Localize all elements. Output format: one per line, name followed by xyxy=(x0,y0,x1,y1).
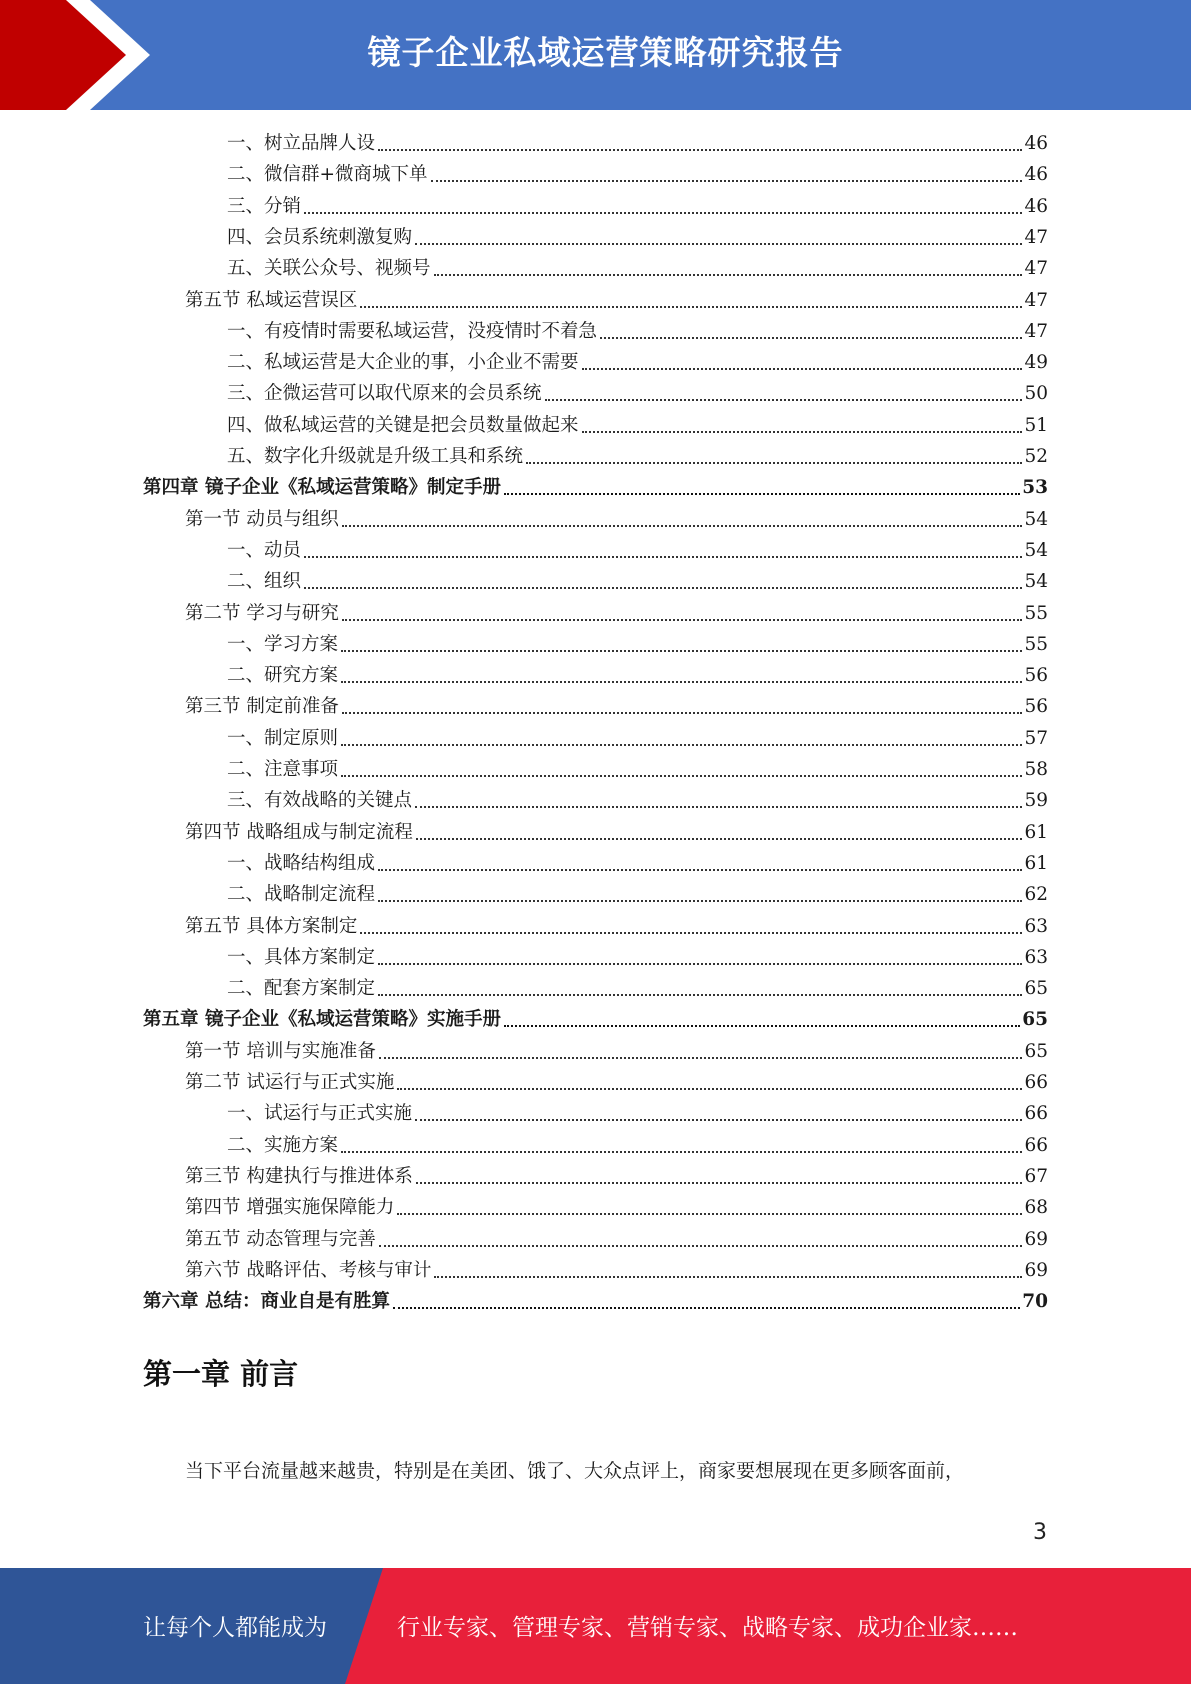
toc-entry-page: 55 xyxy=(1024,633,1048,655)
toc-dot-leader xyxy=(378,963,1022,965)
toc-entry-label: 二、微信群+微商城下单 xyxy=(227,164,428,186)
toc-entry-label: 二、配套方案制定 xyxy=(227,978,376,1000)
toc-entry[interactable] xyxy=(227,629,1048,660)
toc-entry-page: 65 xyxy=(1024,978,1048,1000)
toc-dot-leader xyxy=(600,337,1022,339)
toc-entry[interactable] xyxy=(227,660,1048,691)
toc-entry[interactable] xyxy=(227,222,1048,253)
toc-dot-leader xyxy=(545,399,1023,401)
toc-dot-leader xyxy=(504,493,1020,495)
toc-dot-leader xyxy=(416,1182,1023,1184)
chapter-heading: 第一章 前言 xyxy=(143,1357,299,1391)
toc-entry-page: 51 xyxy=(1024,414,1048,436)
toc-entry[interactable] xyxy=(227,159,1048,190)
toc-entry[interactable] xyxy=(185,911,1048,942)
toc-entry-label: 第五章 镜子企业《私域运营策略》实施手册 xyxy=(143,1009,501,1031)
page-header xyxy=(0,0,1191,110)
toc-entry-label: 第二节 试运行与正式实施 xyxy=(185,1072,395,1093)
toc-entry-label: 第五节 具体方案制定 xyxy=(185,915,358,937)
toc-dot-leader xyxy=(304,212,1022,214)
toc-entry-page: 55 xyxy=(1024,602,1048,624)
toc-entry-page: 47 xyxy=(1024,320,1048,342)
toc-entry-label: 三、有效战略的关键点 xyxy=(227,790,413,812)
toc-dot-leader xyxy=(360,932,1022,934)
toc-entry-page: 47 xyxy=(1024,226,1048,248)
toc-entry[interactable] xyxy=(227,973,1048,1004)
toc-entry-label: 第六章 总结：商业自是有胜算 xyxy=(143,1291,390,1313)
toc-entry-label: 第三节 制定前准备 xyxy=(185,696,339,718)
toc-entry-label: 一、树立品牌人设 xyxy=(227,133,376,154)
toc-entry-label: 第六节 战略评估、考核与审计 xyxy=(185,1259,432,1281)
toc-entry-label: 第二节 学习与研究 xyxy=(185,602,339,624)
toc-entry-label: 第三节 构建执行与推进体系 xyxy=(185,1165,413,1187)
toc-entry[interactable] xyxy=(227,535,1048,566)
toc-dot-leader xyxy=(304,587,1022,589)
toc-entry-page: 46 xyxy=(1024,164,1048,186)
toc-entry[interactable] xyxy=(227,1130,1048,1161)
toc-entry-page: 68 xyxy=(1024,1197,1048,1219)
toc-entry-label: 五、关联公众号、视频号 xyxy=(227,258,431,280)
toc-entry-label: 一、战略结构组成 xyxy=(227,852,376,874)
toc-entry-label: 二、战略制定流程 xyxy=(227,884,376,906)
toc-entry-label: 二、实施方案 xyxy=(227,1134,339,1156)
toc-entry-label: 二、组织 xyxy=(227,571,302,593)
toc-entry[interactable] xyxy=(185,285,1048,316)
toc-entry[interactable] xyxy=(227,441,1048,472)
toc-dot-leader xyxy=(526,462,1022,464)
toc-entry-page: 62 xyxy=(1024,884,1048,906)
toc-entry[interactable] xyxy=(227,128,1048,159)
toc-entry-page: 65 xyxy=(1024,1040,1048,1062)
toc-dot-leader xyxy=(360,306,1022,308)
toc-dot-leader xyxy=(415,243,1022,245)
toc-entry[interactable] xyxy=(143,1004,1048,1035)
toc-entry-label: 第四节 战略组成与制定流程 xyxy=(185,821,413,843)
toc-entry[interactable] xyxy=(185,1255,1048,1286)
toc-entry-label: 一、试运行与正式实施 xyxy=(227,1103,413,1125)
toc-entry-page: 53 xyxy=(1022,477,1048,499)
toc-entry-page: 49 xyxy=(1024,352,1048,374)
toc-entry[interactable] xyxy=(185,1067,1048,1098)
toc-dot-leader xyxy=(341,744,1022,746)
toc-entry-label: 一、有疫情时需要私域运营，没疫情时不着急 xyxy=(227,320,598,342)
toc-entry[interactable] xyxy=(185,1224,1048,1255)
toc-dot-leader xyxy=(379,1057,1023,1059)
toc-entry[interactable] xyxy=(227,378,1048,409)
toc-dot-leader xyxy=(341,681,1022,683)
toc-entry-label: 第一节 培训与实施准备 xyxy=(185,1040,376,1062)
toc-dot-leader xyxy=(378,869,1022,871)
toc-entry-label: 二、研究方案 xyxy=(227,665,339,687)
toc-entry-page: 47 xyxy=(1024,289,1048,311)
toc-entry[interactable] xyxy=(143,472,1048,503)
toc-entry[interactable] xyxy=(227,253,1048,284)
toc-entry[interactable] xyxy=(227,754,1048,785)
toc-entry-label: 第四章 镜子企业《私域运营策略》制定手册 xyxy=(143,477,501,499)
toc-entry[interactable] xyxy=(227,879,1048,910)
toc-entry[interactable] xyxy=(185,598,1048,629)
toc-entry-page: 54 xyxy=(1024,539,1048,561)
toc-entry-page: 67 xyxy=(1024,1165,1048,1187)
toc-entry-label: 第四节 增强实施保障能力 xyxy=(185,1197,395,1219)
toc-entry-page: 61 xyxy=(1024,821,1048,843)
toc-entry[interactable] xyxy=(227,566,1048,597)
toc-dot-leader xyxy=(378,994,1022,996)
document-title: 镜子企业私域运营策略研究报告 xyxy=(367,33,844,72)
toc-dot-leader xyxy=(431,180,1023,182)
toc-entry-label: 一、动员 xyxy=(227,539,302,561)
toc-entry[interactable] xyxy=(185,817,1048,848)
page-number: 3 xyxy=(1033,1520,1047,1545)
toc-entry-page: 70 xyxy=(1022,1291,1048,1313)
toc-dot-leader xyxy=(342,525,1023,527)
toc-dot-leader xyxy=(434,1276,1022,1278)
toc-dot-leader xyxy=(582,368,1023,370)
toc-entry-label: 三、企微运营可以取代原来的会员系统 xyxy=(227,383,542,405)
toc-dot-leader xyxy=(397,1213,1022,1215)
toc-entry-page: 54 xyxy=(1024,571,1048,593)
toc-entry-page: 61 xyxy=(1024,852,1048,874)
toc-dot-leader xyxy=(416,838,1023,840)
toc-dot-leader xyxy=(393,1307,1020,1309)
toc-dot-leader xyxy=(378,900,1022,902)
toc-entry-page: 54 xyxy=(1024,508,1048,530)
toc-entry-page: 56 xyxy=(1024,665,1048,687)
toc-dot-leader xyxy=(342,619,1023,621)
toc-entry[interactable] xyxy=(227,191,1048,222)
toc-entry-label: 第五节 动态管理与完善 xyxy=(185,1228,376,1250)
toc-dot-leader xyxy=(342,712,1023,714)
toc-dot-leader xyxy=(378,149,1022,151)
footer-slogan-right: 行业专家、管理专家、营销专家、战略专家、成功企业家…… xyxy=(397,1615,1018,1641)
toc-entry[interactable] xyxy=(227,723,1048,754)
toc-entry[interactable] xyxy=(185,1161,1048,1192)
toc-dot-leader xyxy=(434,274,1023,276)
toc-entry-page: 50 xyxy=(1024,383,1048,405)
toc-entry-page: 69 xyxy=(1024,1228,1048,1250)
toc-entry-page: 46 xyxy=(1024,195,1048,217)
toc-entry-page: 56 xyxy=(1024,696,1048,718)
toc-entry-label: 四、会员系统刺激复购 xyxy=(227,226,413,248)
toc-entry[interactable] xyxy=(227,1098,1048,1129)
toc-entry[interactable] xyxy=(227,848,1048,879)
toc-entry[interactable] xyxy=(143,1286,1048,1317)
toc-entry-page: 66 xyxy=(1024,1134,1048,1156)
toc-entry-label: 一、具体方案制定 xyxy=(227,946,376,968)
toc-entry[interactable] xyxy=(227,410,1048,441)
toc-entry[interactable] xyxy=(185,504,1048,535)
toc-entry-page: 66 xyxy=(1024,1103,1048,1125)
toc-entry-page: 63 xyxy=(1024,915,1048,937)
toc-dot-leader xyxy=(397,1088,1022,1090)
toc-entry-page: 47 xyxy=(1024,258,1048,280)
toc-entry-page: 59 xyxy=(1024,790,1048,812)
toc-dot-leader xyxy=(341,775,1022,777)
page-footer xyxy=(0,1568,1191,1684)
toc-entry-label: 二、注意事项 xyxy=(227,759,339,780)
toc-dot-leader xyxy=(341,650,1022,652)
toc-dot-leader xyxy=(304,556,1022,558)
toc-entry-page: 46 xyxy=(1024,133,1048,154)
toc-entry-page: 58 xyxy=(1024,759,1048,780)
body-paragraph: 当下平台流量越来越贵，特别是在美团、饿了、大众点评上，商家要想展现在更多顾客面前， xyxy=(185,1460,965,1482)
toc-entry-page: 57 xyxy=(1024,727,1048,749)
footer-slogan-left: 让每个人都能成为 xyxy=(143,1615,327,1641)
toc-dot-leader xyxy=(379,1245,1023,1247)
toc-entry-label: 一、学习方案 xyxy=(227,633,339,655)
toc-dot-leader xyxy=(582,431,1023,433)
toc-entry[interactable] xyxy=(185,691,1048,722)
toc-entry-page: 69 xyxy=(1024,1259,1048,1281)
toc-entry-page: 66 xyxy=(1024,1072,1048,1093)
toc-entry-label: 第五节 私域运营误区 xyxy=(185,289,358,311)
toc-entry[interactable] xyxy=(227,942,1048,973)
toc-dot-leader xyxy=(341,1151,1022,1153)
toc-entry[interactable] xyxy=(227,347,1048,378)
toc-dot-leader xyxy=(415,1119,1022,1121)
toc-entry-label: 一、制定原则 xyxy=(227,727,339,749)
toc-entry[interactable] xyxy=(185,1036,1048,1067)
toc-entry[interactable] xyxy=(227,785,1048,816)
toc-entry-label: 五、数字化升级就是升级工具和系统 xyxy=(227,446,524,467)
toc-entry-label: 四、做私域运营的关键是把会员数量做起来 xyxy=(227,414,579,436)
toc-entry-label: 二、私域运营是大企业的事，小企业不需要 xyxy=(227,352,579,374)
toc-dot-leader xyxy=(415,806,1022,808)
toc-entry-page: 65 xyxy=(1022,1009,1048,1031)
toc-entry[interactable] xyxy=(227,316,1048,347)
toc-dot-leader xyxy=(504,1025,1020,1027)
toc-entry-page: 63 xyxy=(1024,946,1048,968)
toc-entry-label: 第一节 动员与组织 xyxy=(185,508,339,530)
toc-entry-label: 三、分销 xyxy=(227,195,302,217)
toc-entry[interactable] xyxy=(185,1192,1048,1223)
toc-entry-page: 52 xyxy=(1024,446,1048,467)
